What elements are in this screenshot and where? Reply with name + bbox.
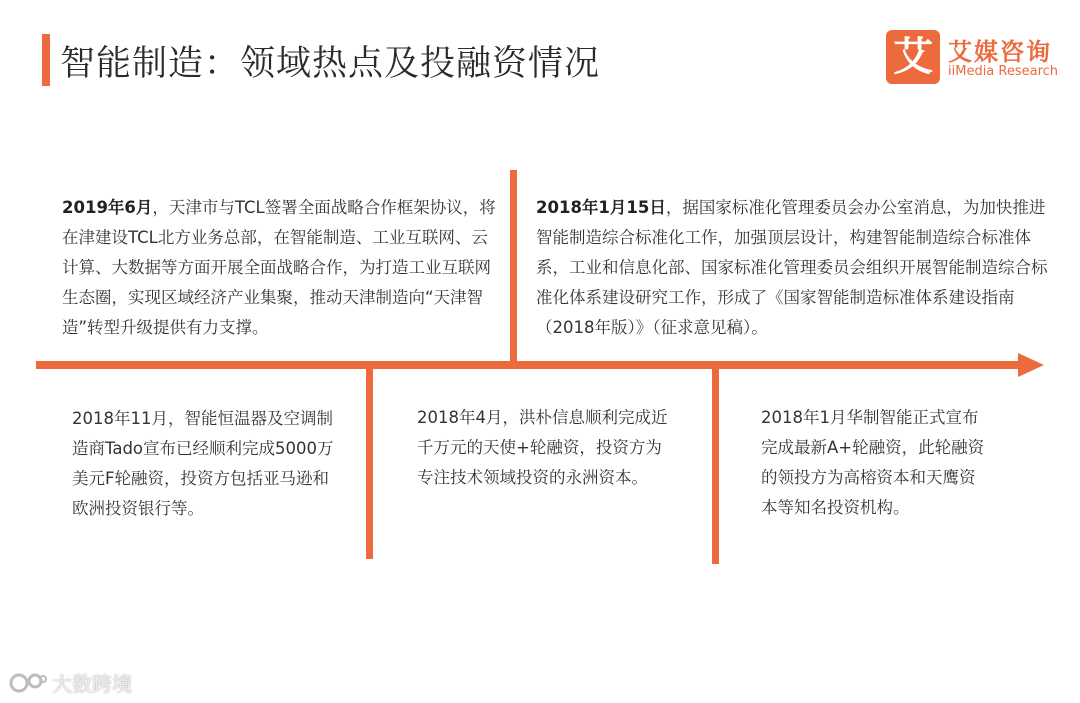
watermark: [8, 668, 132, 701]
logo-name-cn: 艾媒咨询: [948, 38, 1052, 66]
brand-logo: [886, 30, 1066, 86]
timeline-event-hongpu-funding: [417, 403, 675, 493]
timeline-event-huazhi-funding: [761, 403, 991, 523]
event-date: 2019年6月: [62, 198, 153, 217]
logo-mark-icon: 艾: [886, 30, 940, 84]
timeline-connector-top: [510, 170, 517, 363]
event-text: ，天津市与TCL签署全面战略合作框架协议，将在津建设TCL北方业务总部，在智能制造、工业互联网、云计算、大数据等方面开展全面战略合作，为打造工业互联网生态圈，实现区域经济产业集聚，推动天津制造向“天津智造”转型升级提供有力支撑。: [62, 198, 496, 337]
timeline-arrow-icon: [1018, 353, 1044, 377]
title-accent-bar: [42, 34, 50, 86]
logo-name-en: iiMedia Research: [948, 64, 1059, 79]
watermark-logo-icon: [8, 670, 48, 701]
timeline-connector-bottom-1: [366, 365, 373, 559]
event-text: 2018年4月，洪朴信息顺利完成近千万元的天使+轮融资，投资方为专注技术领域投资的永洲资本。: [417, 408, 668, 487]
page-title: 智能制造：领域热点及投融资情况: [60, 44, 601, 84]
event-date: 2018年1月15日: [536, 198, 666, 217]
watermark-text: 大数跨境: [52, 672, 132, 696]
event-text: 2018年11月，智能恒温器及空调制造商Tado宣布已经顺利完成5000万美元F轮融资，投资方包括亚马逊和欧洲投资银行等。: [72, 409, 334, 518]
timeline-event-tado-funding: [72, 404, 334, 524]
event-text: 2018年1月华制智能正式宣布完成最新A+轮融资，此轮融资的领投方为高榕资本和天鹰资本等知名投资机构。: [761, 408, 985, 517]
timeline-event-standards-guide: [536, 193, 1048, 343]
timeline-event-tianjin-tcl: [62, 193, 502, 343]
event-text: ，据国家标准化管理委员会办公室消息，为加快推进智能制造综合标准化工作，加强顶层设计，构建智能制造综合标准体系，工业和信息化部、国家标准化管理委员会组织开展智能制造综合标准化体系建设研究工作，形成了《国家智能制造标准体系建设指南（2018年版）》（征求意见稿）。: [536, 198, 1048, 337]
timeline-connector-bottom-2: [712, 365, 719, 564]
timeline-axis: [36, 361, 1022, 369]
